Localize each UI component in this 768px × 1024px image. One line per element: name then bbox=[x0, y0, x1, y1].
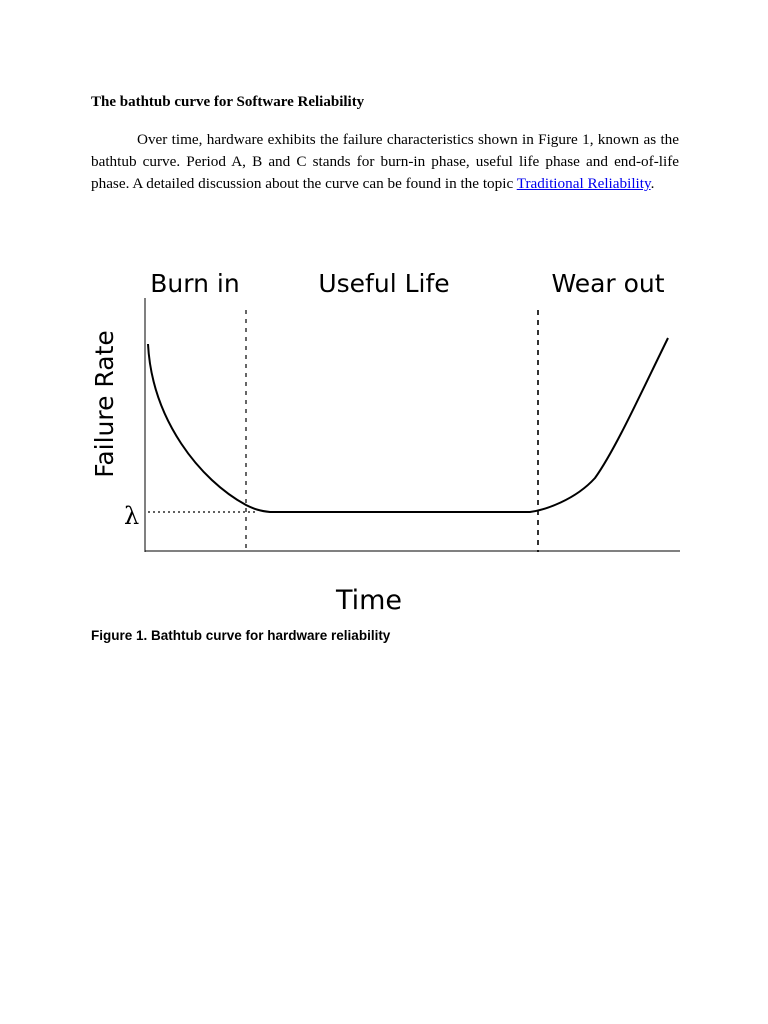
y-axis-label: Failure Rate bbox=[90, 330, 119, 478]
phase-label-wear-out: Wear out bbox=[551, 269, 665, 298]
phase-label-useful-life: Useful Life bbox=[318, 269, 450, 298]
lambda-label: λ bbox=[124, 502, 140, 530]
bathtub-chart bbox=[0, 230, 768, 625]
bathtub-curve-line bbox=[148, 338, 668, 512]
traditional-reliability-link[interactable]: Traditional Reliability bbox=[516, 175, 651, 192]
phase-label-burn-in: Burn in bbox=[150, 269, 240, 298]
intro-paragraph bbox=[91, 129, 679, 195]
paragraph-end: . bbox=[650, 175, 655, 192]
paragraph-text: Over time, hardware exhibits the failure characteristics shown in Figure 1, known as the bathtub curve. Period A, B and C stands for burn-in phase, useful life phase and end-of-life phase. A detailed discussion about the curve can be found in the topic bbox=[91, 131, 679, 192]
page-title: The bathtub curve for Software Reliability bbox=[91, 94, 365, 110]
figure-caption: Figure 1. Bathtub curve for hardware reliability bbox=[91, 628, 391, 643]
x-axis-label: Time bbox=[335, 585, 403, 616]
